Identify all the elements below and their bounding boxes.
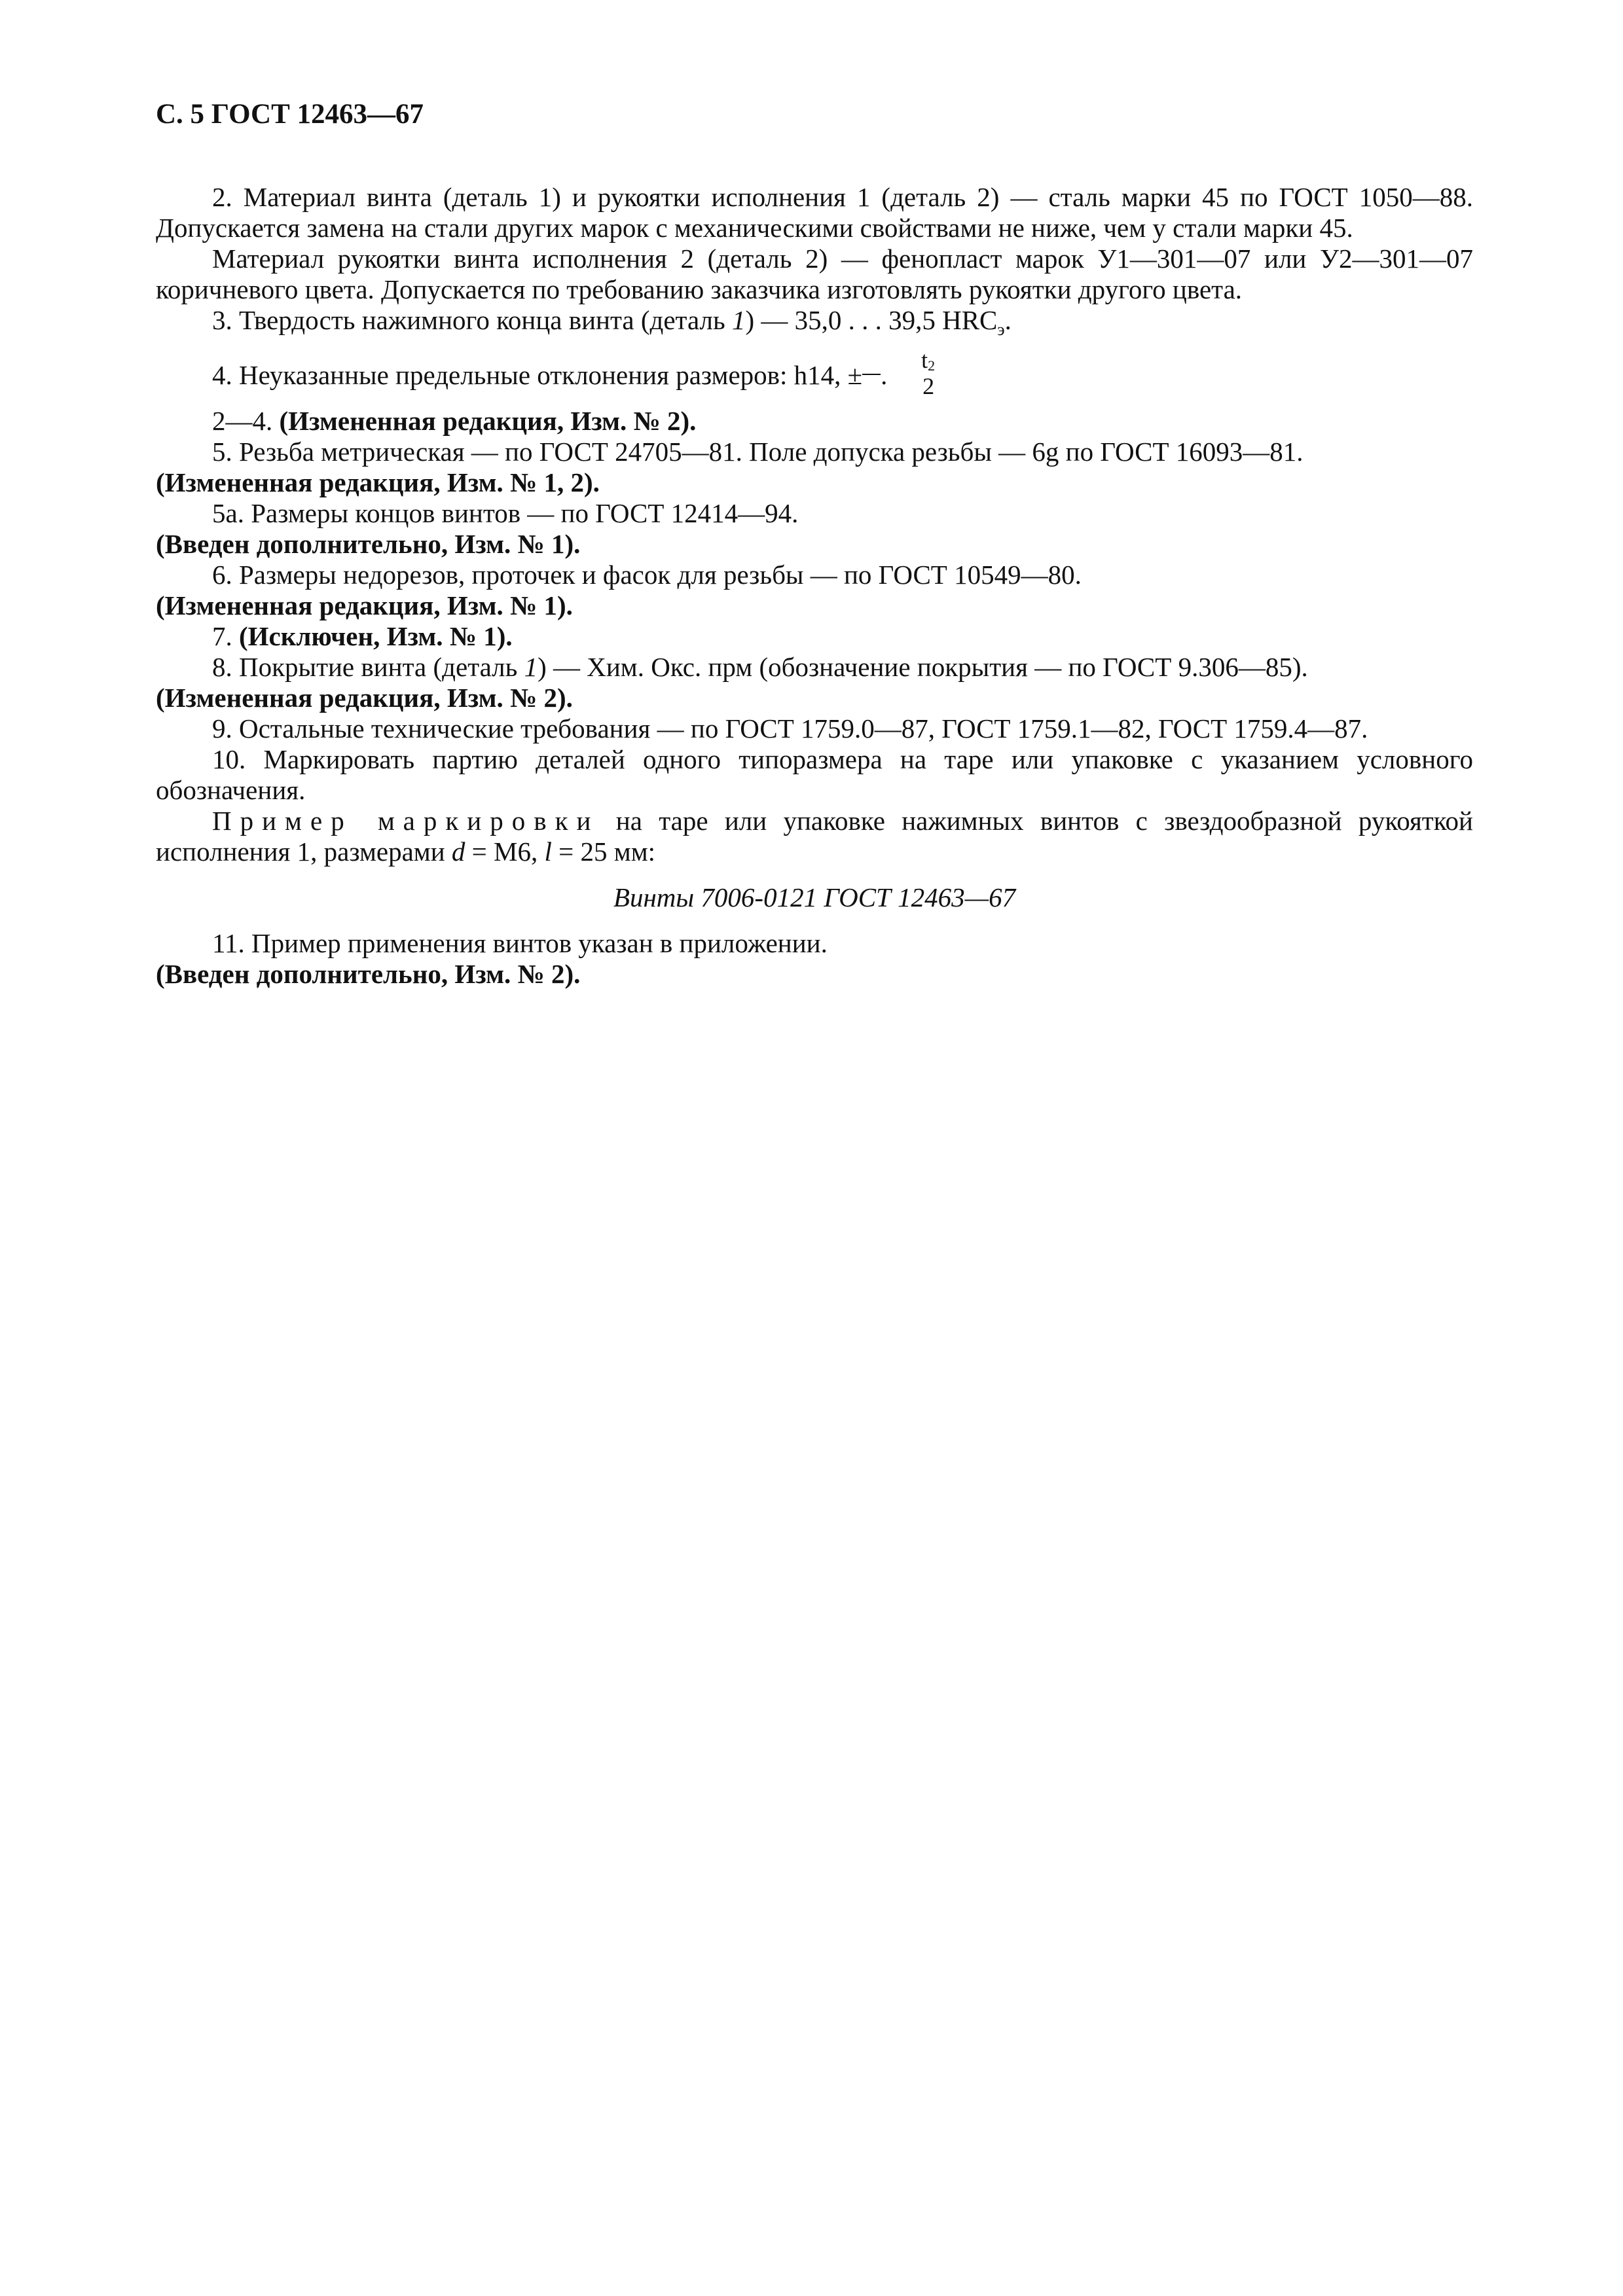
fraction-denominator: 2 <box>922 373 935 400</box>
p7-prefix: 7. <box>212 621 239 652</box>
example-designation: Винты 7006-0121 ГОСТ 12463—67 <box>613 882 1016 913</box>
paragraph-5-note: (Измененная редакция, Изм. № 1, 2). <box>156 467 600 498</box>
example-l-val: = 25 мм: <box>551 836 656 867</box>
p4-end: . <box>881 360 888 391</box>
p4-text: 4. Неуказанные предельные отклонения размеров: h14, ± <box>212 360 863 391</box>
paragraph-8-note: (Измененная редакция, Изм. № 2). <box>156 683 573 713</box>
p8-before: 8. Покрытие винта (деталь <box>212 652 524 683</box>
p24-bold: (Измененная редакция, Изм. № 2). <box>279 406 697 437</box>
p3-sub: э <box>997 320 1005 340</box>
example-d-var: d <box>451 836 465 867</box>
paragraph-10-marking: 10. Маркировать партию деталей одного типоразмера на таре или упаковке с указанием условного обозначения. <box>156 744 1473 806</box>
paragraph-2-handle-material: Материал рукоятки винта исполнения 2 (деталь 2) — фенопласт марок У1—301—07 или У2—301—07 коричневого цвета. Допускается по требованию заказчика изготовлять рукоятки другого цвета. <box>156 243 1473 304</box>
p24-prefix: 2—4. <box>212 406 280 437</box>
example-l-var: l <box>544 836 552 867</box>
fraction-numerator-sub: 2 <box>928 357 936 374</box>
page-header: С. 5 ГОСТ 12463—67 <box>156 99 424 130</box>
paragraph-5-thread: 5. Резьба метрическая — по ГОСТ 24705—81. Поле допуска резьбы — 6g по ГОСТ 16093—81. <box>212 437 1304 467</box>
paragraph-2-material: 2. Материал винта (деталь 1) и рукоятки исполнения 1 (деталь 2) — сталь марки 45 по ГОСТ 1050—88. Допускается замена на стали других марок с механическими свойствами не ниже, чем у стали марки 45. <box>156 182 1473 243</box>
paragraph-6-note: (Измененная редакция, Изм. № 1). <box>156 590 573 621</box>
p3-detail: 1 <box>731 305 746 335</box>
paragraph-7-excluded <box>156 621 1473 652</box>
example-d-val: = М6, <box>465 836 545 867</box>
p8-detail: 1 <box>524 652 538 683</box>
paragraph-2-4-note <box>156 406 1473 437</box>
fraction-numerator: t <box>921 347 928 374</box>
example-spaced-heading: Пример маркировки <box>212 806 600 836</box>
paragraph-3-hardness <box>156 305 1473 345</box>
fraction-t2-over-2 <box>862 347 936 400</box>
p8-after: ) — Хим. Окс. прм (обозначение покрытия — по ГОСТ 9.306—85). <box>538 652 1308 683</box>
document-page <box>156 98 1473 990</box>
paragraph-8-coating <box>156 652 1473 683</box>
paragraph-marking-example <box>156 806 1473 867</box>
paragraph-9-requirements: 9. Остальные технические требования — по ГОСТ 1759.0—87, ГОСТ 1759.1—82, ГОСТ 1759.4—87. <box>212 713 1368 744</box>
paragraph-4-tolerances <box>156 347 1473 400</box>
p3-before: 3. Твердость нажимного конца винта (деталь <box>212 305 732 335</box>
p3-end: . <box>1004 305 1012 335</box>
paragraph-5a-note: (Введен дополнительно, Изм. № 1). <box>156 529 581 560</box>
p7-bold: (Исключен, Изм. № 1). <box>239 621 513 652</box>
paragraph-6-undercuts: 6. Размеры недорезов, проточек и фасок для резьбы — по ГОСТ 10549—80. <box>212 560 1082 590</box>
paragraph-5a-ends: 5а. Размеры концов винтов — по ГОСТ 12414—94. <box>212 498 799 529</box>
example-text: на таре или упаковке нажимных винтов с звездообразной рукояткой исполнения 1, размерами <box>156 806 1474 867</box>
paragraph-11-application: 11. Пример применения винтов указан в приложении. <box>212 928 828 959</box>
p3-middle: ) — 35,0 . . . 39,5 HRC <box>745 305 998 335</box>
paragraph-11-note: (Введен дополнительно, Изм. № 2). <box>156 959 581 990</box>
